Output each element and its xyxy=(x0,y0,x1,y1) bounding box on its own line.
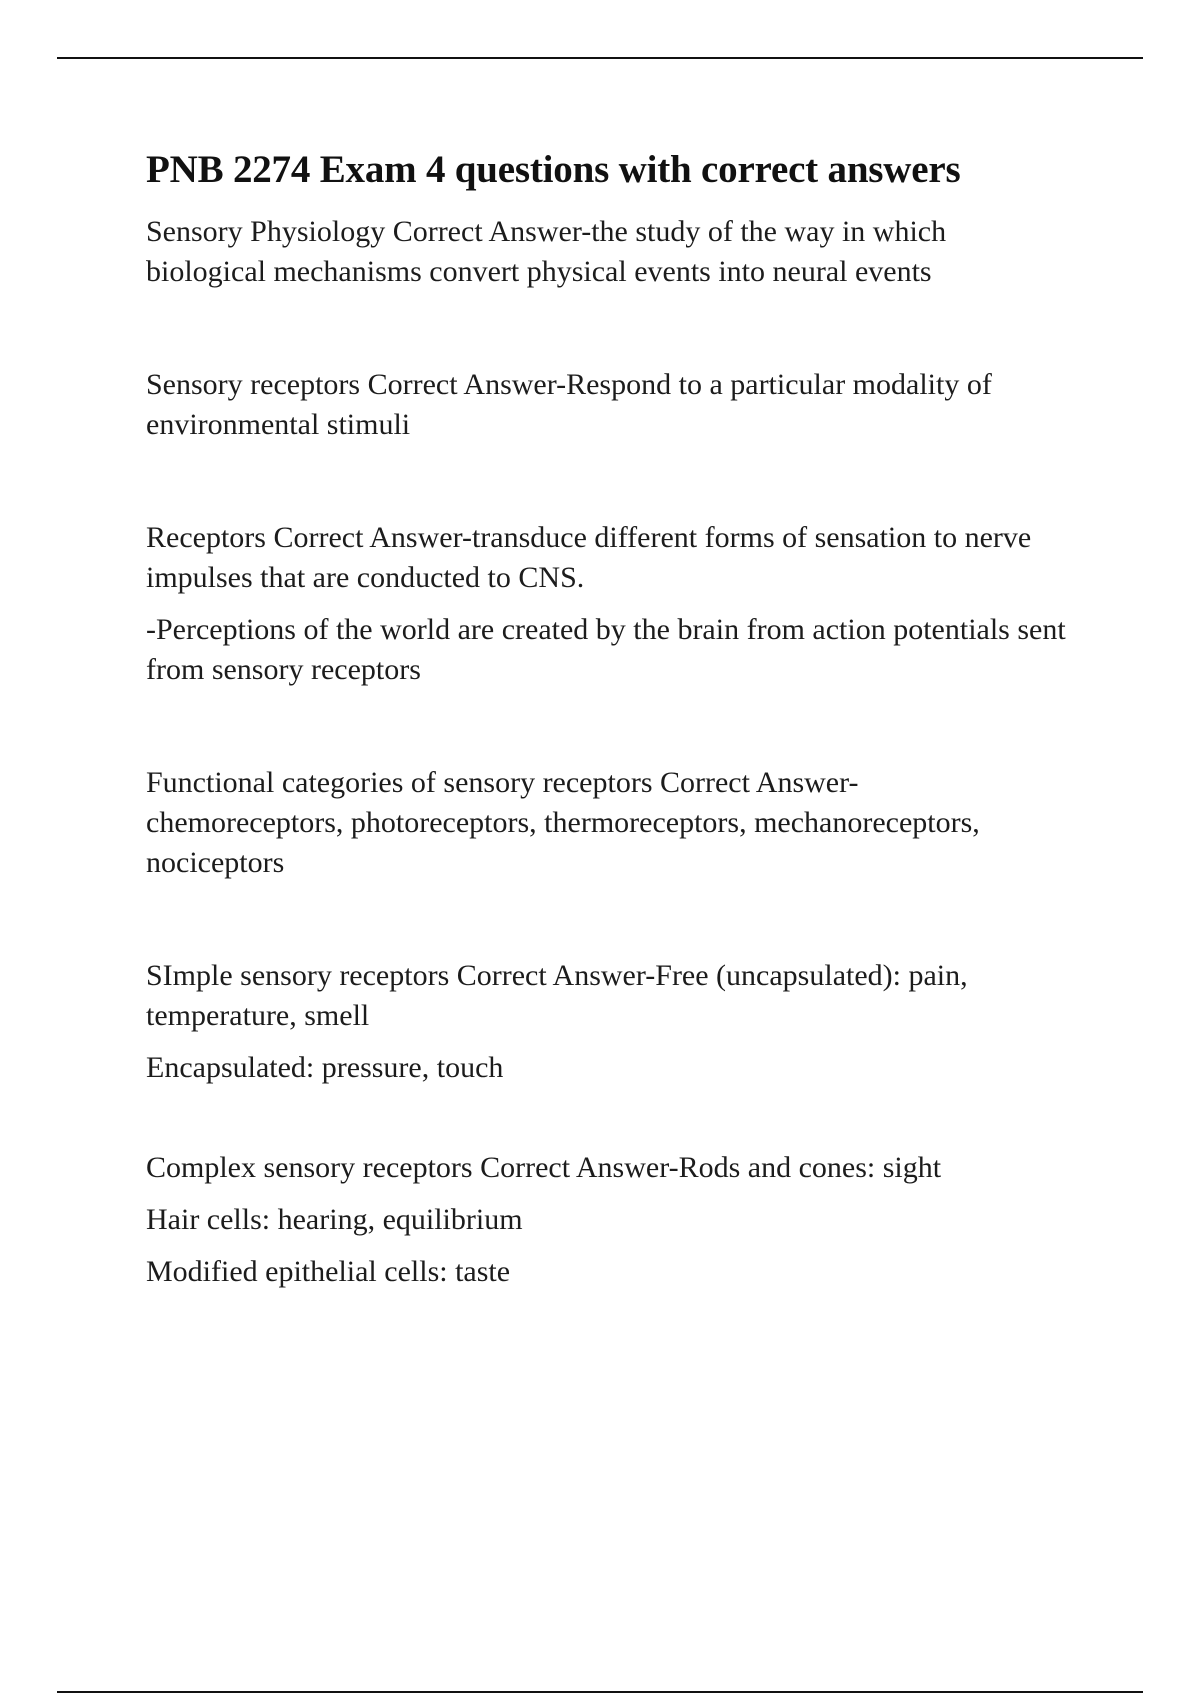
entry-text: Receptors Correct Answer-transduce different forms of sensation to nerve impulses that are conducted to CNS. xyxy=(146,521,1032,594)
entry-text-continued: Encapsulated: pressure, touch xyxy=(146,1051,504,1084)
entry-text-continued: Hair cells: hearing, equilibrium xyxy=(146,1203,523,1236)
qa-entry-simple-sensory-receptors xyxy=(146,956,1106,1088)
qa-entry-functional-categories xyxy=(146,763,1106,883)
entry-text: Functional categories of sensory receptors Correct Answer-chemoreceptors, photoreceptors, thermoreceptors, mechanoreceptors, nociceptors xyxy=(146,766,980,879)
document-body xyxy=(146,144,1106,1292)
qa-entry-sensory-receptors xyxy=(146,365,1106,445)
entry-text: Sensory receptors Correct Answer-Respond to a particular modality of environmental stimuli xyxy=(146,368,992,441)
entry-text: SImple sensory receptors Correct Answer-Free (uncapsulated): pain, temperature, smell xyxy=(146,959,968,1032)
top-rule xyxy=(57,57,1143,59)
document-title: PNB 2274 Exam 4 questions with correct answers xyxy=(146,148,961,191)
bottom-rule xyxy=(57,1691,1143,1693)
qa-entry-sensory-physiology xyxy=(146,212,1106,292)
qa-entry-receptors xyxy=(146,518,1106,690)
entry-text-continued: Modified epithelial cells: taste xyxy=(146,1255,511,1288)
entry-text-continued: -Perceptions of the world are created by the brain from action potentials sent from sensory receptors xyxy=(146,613,1066,686)
qa-entry-complex-sensory-receptors xyxy=(146,1148,1106,1292)
entry-text: Sensory Physiology Correct Answer-the study of the way in which biological mechanisms convert physical events into neural events xyxy=(146,215,947,288)
entry-text: Complex sensory receptors Correct Answer-Rods and cones: sight xyxy=(146,1151,942,1184)
